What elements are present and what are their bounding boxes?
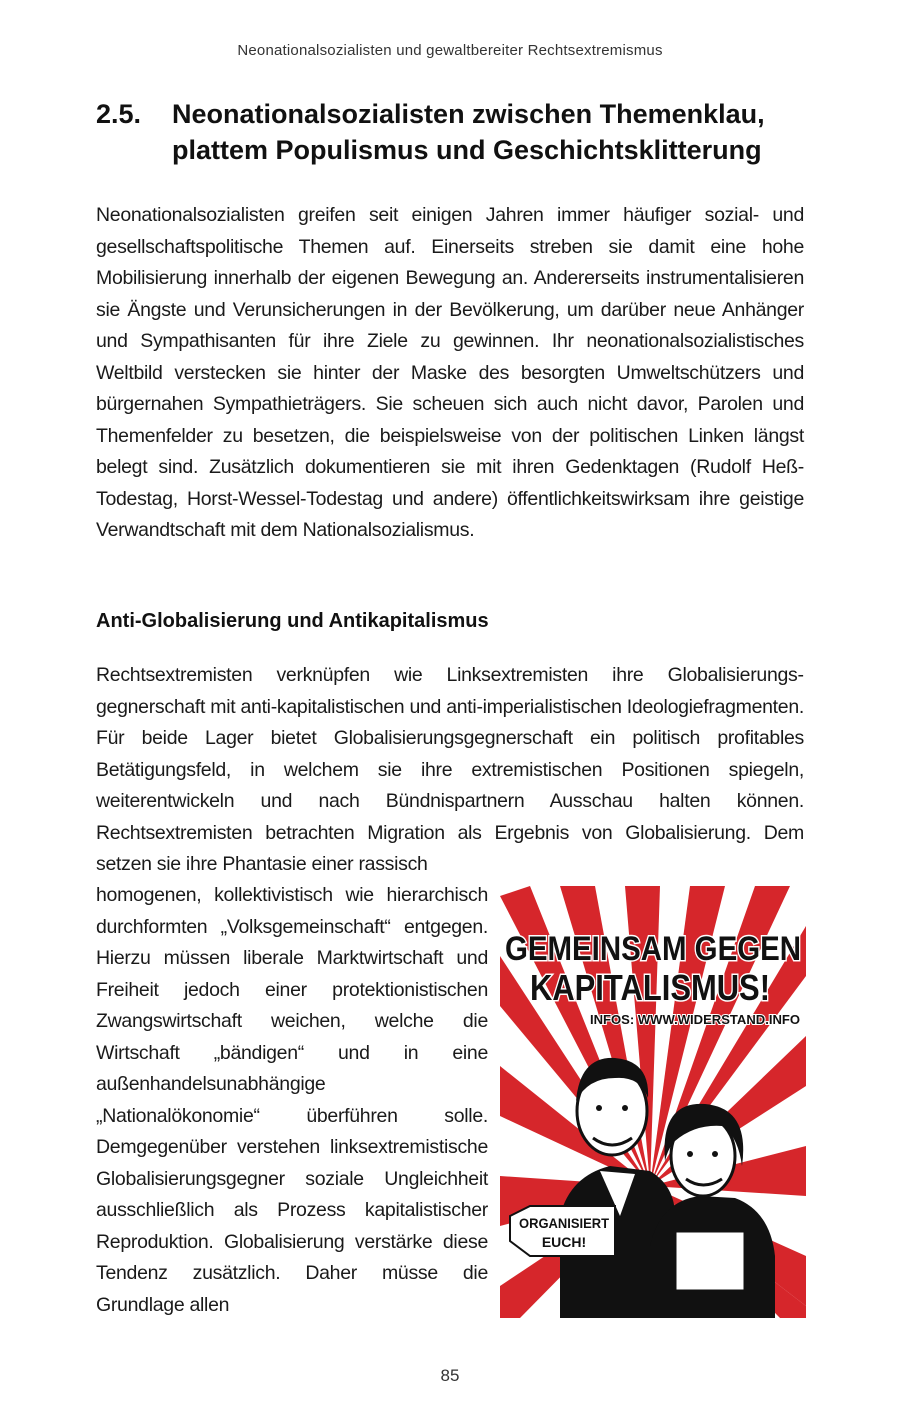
poster-badge [510,1206,615,1256]
poster-headline-1: GEMEINSAM GEGEN [505,930,801,968]
section-number: 2.5. [96,99,142,129]
subheading: Anti-Globalisierung und Antikapitalismus [96,610,489,632]
running-head: Neonationalsozialisten und gewaltbereiter Rechtsextremismus [237,42,663,59]
section-title [172,96,836,168]
woman-eye [712,1151,718,1157]
section-title-line2: plattem Populismus und Geschichtsklitterung [172,135,762,165]
poster-headline-2: KAPITALISMUS! [530,967,770,1008]
poster-infos: INFOS: WWW.WIDERSTAND.INFO [590,1012,800,1027]
propaganda-poster [500,886,806,1318]
woman-eye [687,1151,693,1157]
paragraph-intro: Neonationalsozialisten greifen seit einigen Jahren immer häufiger sozial- und gesellschaftspolitische Themen auf. Einerseits streben sie damit eine hohe Mobilisierung innerhalb der eigenen Bewegung an. Andererseits instrumentalisieren sie Ängste und Verunsicherungen in der Bevölkerung, um darüber neue Anhänger und Sympathisanten für ihre Ziele zu gewinnen. Ihr neonationalsozialistisches Weltbild verstecken sie hinter der Maske des besorgten Umweltschützers und bürgernahen Sympathieträgers. Sie scheuen sich auch nicht davor, Parolen und Themenfelder zu besetzen, die beispielsweise von der politischen Linken längst belegt sind. Zusätzlich dokumentieren sie mit ihren Gedenktagen (Rudolf Heß-Todestag, Horst-Wessel-Todestag und andere) öffentlichkeitswirksam ihre geistige Verwandtschaft mit dem Nationalsozialismus. [96,204,804,541]
badge-text-2: EUCH! [541,1234,587,1250]
paragraph-wrapped: homogenen, kollektivistisch wie hierarchisch durchformten „Volksgemeinschaft“ entgegen. Hierzu müssen liberale Marktwirtschaft und Freiheit jedoch einer protektionistischen Zwangswirtschaft weichen, welche die Wirtschaft „bändigen“ und in eine außenhandelsunabhängige „Nationalökonomie“ überführen solle. Demgegenüber verstehen linksextremistische Globalisierungsgegner soziale Ungleichheit ausschließlich als Prozess kapitalistischer Reproduktion. Globalisierung verstärke diese Tendenz zusätzlich. Daher müsse die Grundlage allen [96,884,488,1316]
carried-box [675,1231,745,1291]
man-eye [622,1105,628,1111]
page-number: 85 [440,1366,460,1385]
poster-illustration [500,886,806,1318]
badge-text-1: ORGANISIERT [519,1215,610,1231]
man-eye [596,1105,602,1111]
paragraph-globalisierung: Rechtsextremisten verknüpfen wie Linksextremisten ihre Globalisierungsgegnerschaft mit anti-kapitalistischen und anti-imperialistischen Ideologiefragmenten. Für beide Lager bietet Globalisierungsgegnerschaft ein politisch profitables Betätigungsfeld, in welchem sie ihre extremistischen Positionen spiegeln, weiterentwickeln und nach Bündnispartnern Ausschau halten können. Rechtsextremisten betrachten Migration als Ergebnis von Globalisierung. Dem setzen sie ihre Phantasie einer rassisch [96,664,805,875]
section-title-line1: Neonationalsozialisten zwischen Themenklau, [172,99,765,129]
